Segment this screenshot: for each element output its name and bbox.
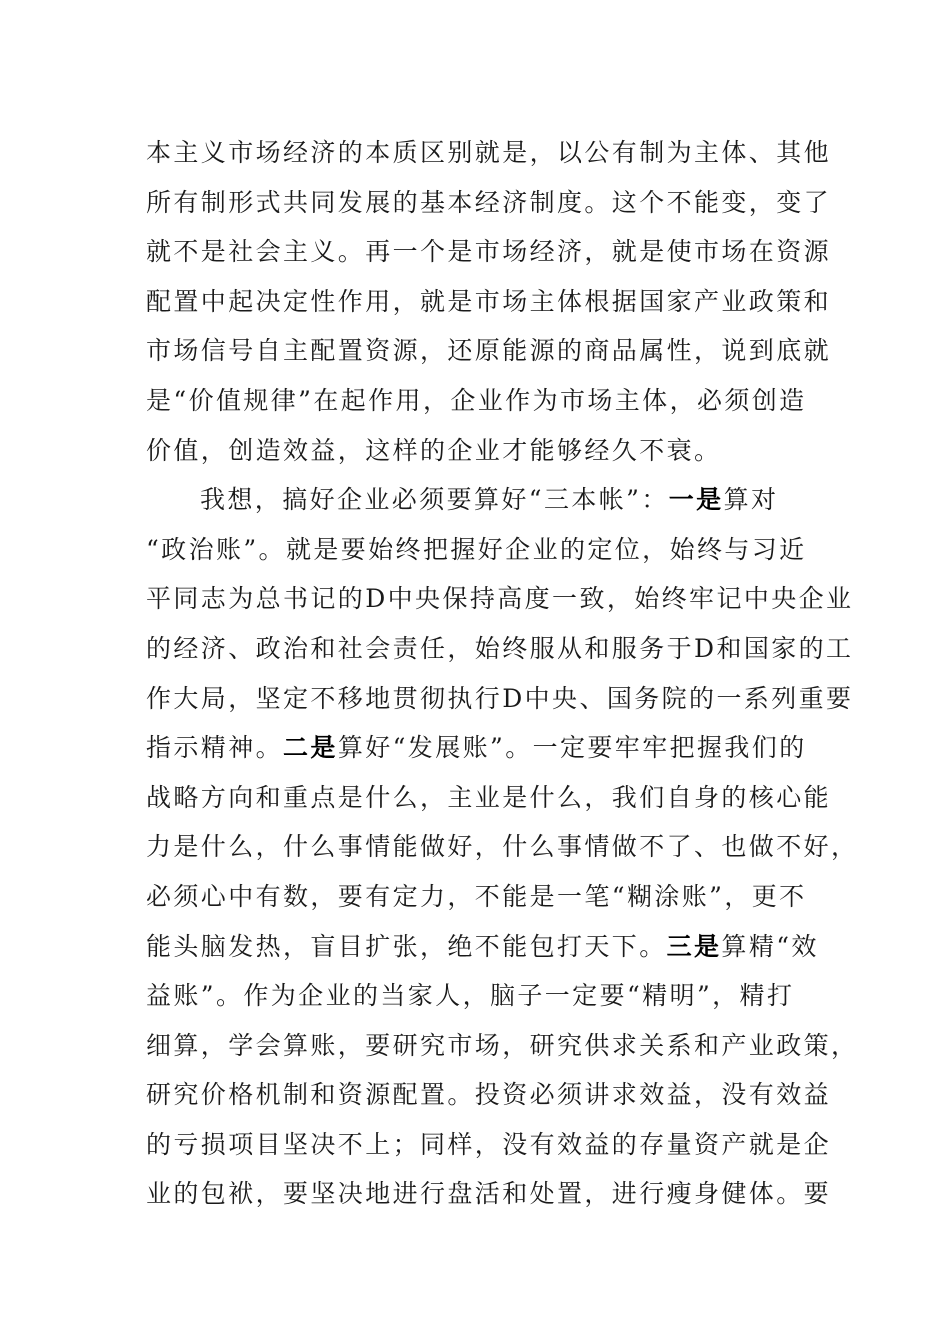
text-line: 作大局，坚定不移地贯彻执行D中央、国务院的一系列重要 bbox=[146, 683, 854, 713]
text-line: 业的包袱，要坚决地进行盘活和处置，进行瘦身健体。要 bbox=[146, 1179, 832, 1209]
text-line: 的经济、政治和社会责任，始终服从和服务于D和国家的工 bbox=[146, 633, 854, 663]
text-line: 市场信号自主配置资源，还原能源的商品属性，说到底就 bbox=[146, 336, 832, 366]
text-line: 平同志为总书记的D中央保持高度一致，始终牢记中央企业 bbox=[146, 584, 854, 614]
text-run: 我想，搞好企业必须要算好“三本帐”： bbox=[200, 485, 669, 515]
text-run: 算好“发展账”。一定要牢牢把握我们的 bbox=[337, 733, 807, 763]
text-run: 能头脑发热，盲目扩张，绝不能包打天下。 bbox=[146, 931, 667, 961]
text-line: 就不是社会主义。再一个是市场经济，就是使市场在资源 bbox=[146, 237, 832, 267]
text-line: 是“价值规律”在起作用，企业作为市场主体，必须创造 bbox=[146, 385, 807, 415]
list-marker-second: 二是 bbox=[283, 733, 338, 763]
text-line bbox=[146, 475, 810, 525]
text-line: “政治账”。就是要始终把握好企业的定位，始终与习近 bbox=[146, 534, 807, 564]
text-line: 所有制形式共同发展的基本经济制度。这个不能变，变了 bbox=[146, 187, 832, 217]
text-run: 算精“效 bbox=[721, 931, 819, 961]
text-line: 益账”。作为企业的当家人，脑子一定要“精明”，精打 bbox=[146, 981, 795, 1011]
paragraph-market-economy bbox=[146, 128, 832, 475]
text-line: 研究价格机制和资源配置。投资必须讲求效益，没有效益 bbox=[146, 1080, 832, 1110]
list-marker-third: 三是 bbox=[666, 931, 722, 961]
text-line: 本主义市场经济的本质区别就是，以公有制为主体、其他 bbox=[146, 138, 832, 167]
text-line: 必须心中有数，要有定力，不能是一笔“糊涂账”，更不 bbox=[146, 881, 807, 911]
list-marker-first: 一是 bbox=[668, 485, 724, 515]
text-line bbox=[146, 723, 810, 773]
text-run: 指示精神。 bbox=[146, 733, 284, 763]
text-run: 算对 bbox=[723, 485, 779, 515]
text-line bbox=[146, 922, 819, 972]
paragraph-three-accounts bbox=[146, 475, 859, 1219]
text-line: 战略方向和重点是什么，主业是什么，我们自身的核心能 bbox=[146, 782, 832, 812]
text-line: 细算，学会算账，要研究市场，研究供求关系和产业政策， bbox=[146, 1030, 859, 1060]
text-line: 价值，创造效益，这样的企业才能够经久不衰。 bbox=[146, 435, 722, 465]
text-line: 力是什么，什么事情能做好，什么事情做不了、也做不好， bbox=[146, 832, 859, 862]
text-line: 的亏损项目坚决不上；同样，没有效益的存量资产就是企 bbox=[146, 1129, 832, 1159]
text-line: 配置中起决定性作用，就是市场主体根据国家产业政策和 bbox=[146, 286, 832, 316]
body-text bbox=[146, 128, 859, 1219]
